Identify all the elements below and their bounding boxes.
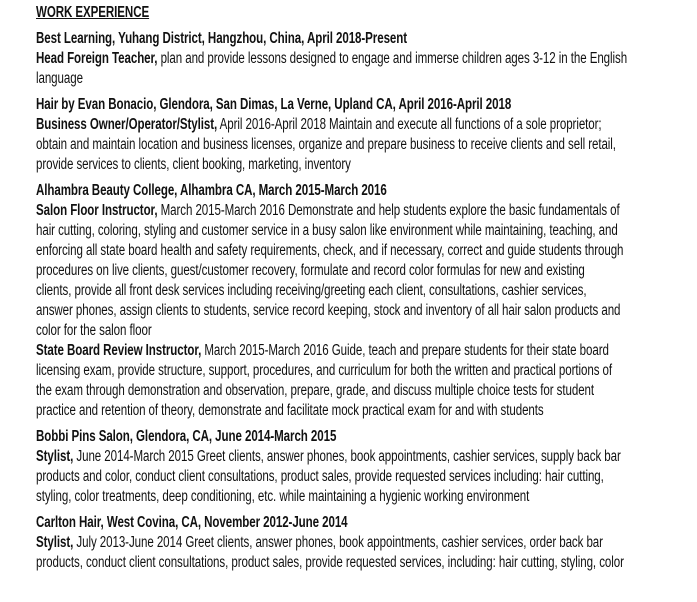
employer-line: Bobbi Pins Salon, Glendora, CA, June 2014-March 2015 (36, 428, 337, 445)
description-line: licensing exam, provide structure, support, procedures, and curriculum for both the written and practical portions of (36, 362, 613, 379)
role-description: plan and provide lessons designed to engage and immerse children ages 3-12 in the English (157, 50, 628, 67)
job-entry (36, 29, 697, 89)
job-entry (36, 95, 697, 175)
description-line: answer phones, assign clients to students, service record keeping, stock and inventory of all hair salon products and (36, 302, 621, 319)
role-description: March 2015-March 2016 Guide, teach and prepare students for their state board (201, 342, 609, 359)
employer-line: Hair by Evan Bonacio, Glendora, San Dimas, La Verne, Upland CA, April 2016-April 2018 (36, 96, 512, 113)
role-title: State Board Review Instructor, (36, 342, 202, 359)
role-description: June 2014-March 2015 Greet clients, answer phones, book appointments, cashier services, supply back bar (73, 448, 621, 465)
role-description: July 2013-June 2014 Greet clients, answer phones, book appointments, cashier services, order back bar (73, 534, 603, 551)
description-line: the exam through demonstration and observation, prepare, grade, and discuss multiple choice tests for student (36, 382, 595, 399)
role-title: Business Owner/Operator/Stylist, (36, 116, 218, 133)
description-line: products, conduct client consultations, product sales, provide requested services, including: hair cutting, styling, color (36, 554, 624, 571)
role-title: Stylist, (36, 448, 74, 465)
section-heading: WORK EXPERIENCE (36, 4, 150, 21)
role-title: Stylist, (36, 534, 74, 551)
resume-document (36, 3, 697, 573)
description-line: language (36, 70, 83, 87)
description-line: color for the salon floor (36, 322, 152, 339)
job-entry (36, 181, 697, 421)
job-entry (36, 427, 697, 507)
role-line (36, 533, 627, 553)
role-description: March 2015-March 2016 Demonstrate and help students explore the basic fundamentals of (157, 202, 620, 219)
description-line: obtain and maintain location and business licenses, organize and prepare business to receive clients and sell retail, (36, 136, 616, 153)
description-line: practice and retention of theory, demonstrate and facilitate mock practical exam for and with students (36, 402, 544, 419)
description-line: hair cutting, coloring, styling and customer service in a busy salon like environment while maintaining, teaching, and (36, 222, 618, 239)
role-line (36, 49, 627, 69)
role-line (36, 201, 627, 221)
role-description: April 2016-April 2018 Maintain and execute all functions of a sole proprietor; (217, 116, 602, 133)
description-line: provide services to clients, client booking, marketing, inventory (36, 156, 351, 173)
role-title: Head Foreign Teacher, (36, 50, 158, 67)
role-line (36, 341, 627, 361)
role-line (36, 115, 627, 135)
role-title: Salon Floor Instructor, (36, 202, 158, 219)
employer-line: Carlton Hair, West Covina, CA, November 2012-June 2014 (36, 514, 348, 531)
description-line: products and color, conduct client consultations, product sales, provide requested services including: hair cutting, (36, 468, 604, 485)
role-line (36, 447, 627, 467)
job-entry (36, 513, 697, 573)
description-line: enforcing all state board health and safety requirements, check, and if necessary, correct and guide students through (36, 242, 624, 259)
description-line: styling, color treatments, deep conditioning, etc. while maintaining a hygienic working environment (36, 488, 530, 505)
description-line: clients, provide all front desk services including receiving/greeting each client, consultations, cashier services, (36, 282, 587, 299)
employer-line: Alhambra Beauty College, Alhambra CA, March 2015-March 2016 (36, 182, 387, 199)
employer-line: Best Learning, Yuhang District, Hangzhou, China, April 2018-Present (36, 30, 408, 47)
description-line: procedures on live clients, guest/customer recovery, formulate and record color formulas for new and existing (36, 262, 585, 279)
